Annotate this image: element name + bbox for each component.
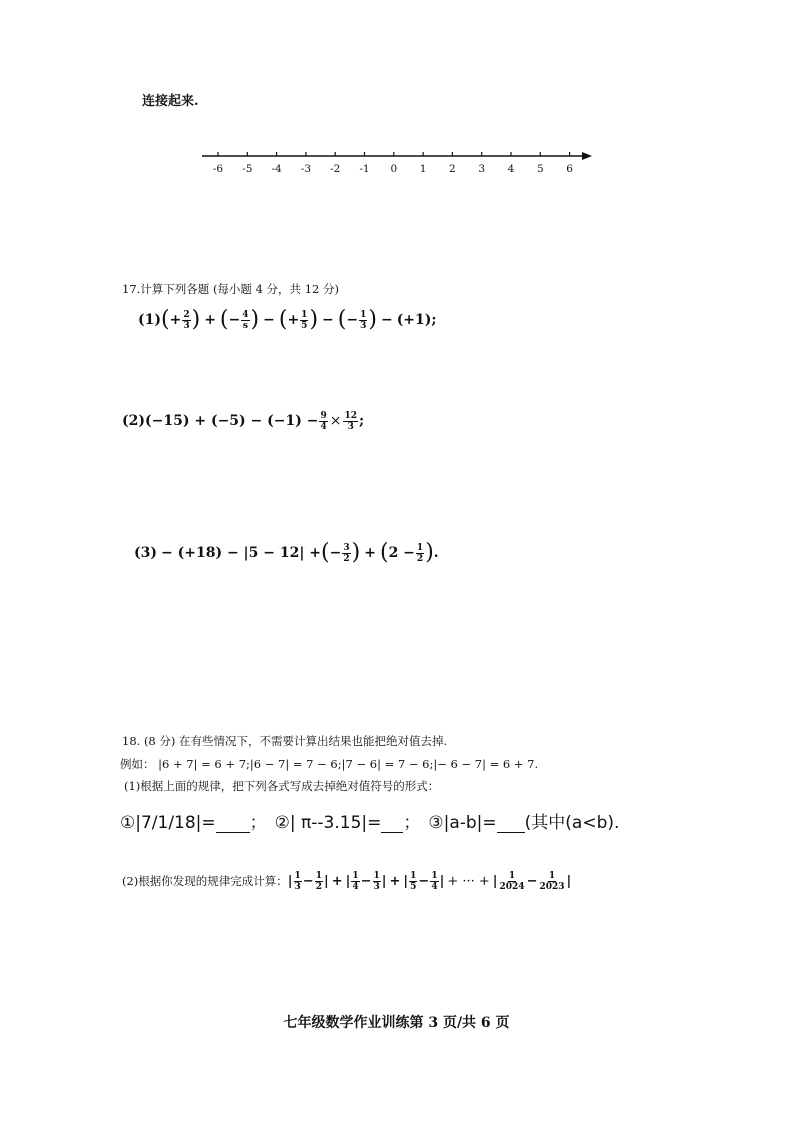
number-line-label: -6: [212, 163, 224, 175]
answer-blank-2[interactable]: [381, 814, 403, 833]
fraction: $\frac{2}{3}$: [183, 309, 190, 331]
answer-blank-1[interactable]: [216, 814, 250, 833]
q17-p3-label: (3): [134, 545, 157, 561]
number-line-label: 0: [390, 163, 398, 175]
q18-title: 18. (8 分) 在有些情况下，不需要计算出结果也能把绝对值去掉.: [122, 734, 448, 748]
q17-problem-1: (1) ( + $\frac{2}{3}$ ) + ( − $\frac{4}{s}$ ) − ( + $\frac{1}{5}$ ) − ( − $\frac{1}{3}$ ) − (+1);: [138, 307, 437, 332]
number-line-label: -2: [330, 163, 341, 175]
answer-blank-3[interactable]: [497, 814, 525, 833]
intro-text: 连接起来.: [142, 94, 199, 109]
number-line-label: 2: [449, 163, 456, 175]
number-line-label: 5: [536, 163, 544, 175]
number-line-label: 3: [478, 163, 486, 175]
q17-p1-label: (1): [138, 312, 161, 328]
fraction: $\frac{4}{s}$: [242, 309, 249, 331]
q17-problem-2: (2) (−15) + (−5) − (−1) − $\frac{9}{4}$ × $\frac{12}{3}$ ;: [122, 410, 365, 432]
fraction: $\frac{1}{5}$: [301, 309, 308, 331]
fraction: $\frac{1}{2}$: [416, 542, 424, 564]
q18-part2-text: (2)根据你发现的规律完成计算：: [122, 874, 288, 888]
q17-title: 17.计算下列各题 (每小题 4 分，共 12 分): [122, 282, 339, 296]
q18-part2: [122, 866, 571, 896]
q18-example: 例如： |6 + 7| = 6 + 7;|6 − 7| = 7 − 6;|7 − 6| = 7 − 6;|− 6 − 7| = 6 + 7.: [120, 757, 539, 771]
number-line-label: 6: [566, 163, 573, 175]
q17-problem-3: (3) − (+18) − |5 − 12| + ( − $\frac{3}{2}$ ) + ( 2 − $\frac{1}{2}$ ) .: [134, 540, 439, 565]
number-line-label: 1: [419, 163, 427, 175]
page-footer: 七年级数学作业训练第 3 页/共 6 页: [283, 1015, 510, 1031]
number-line-label: -5: [242, 163, 253, 175]
number-line-label: -1: [359, 163, 370, 175]
fraction: $\frac{3}{2}$: [343, 542, 350, 564]
number-line-arrow: [582, 152, 592, 160]
fraction: $\frac{1}{3}$: [360, 309, 367, 331]
q18-part1-text: (1)根据上面的规律，把下列各式写成去掉绝对值符号的形式：: [124, 779, 440, 793]
fraction: $\frac{9}{4}$: [320, 410, 327, 432]
fraction: $\frac{12}{3}$: [344, 410, 357, 432]
q18-fill-blanks: ①|7/1/18|= ； ②| π--3.15|= ； ③|a-b|= (其中(a<b).: [120, 813, 620, 833]
number-line-label: -3: [300, 163, 312, 175]
abs-series: | $\frac{1}{3}$ − $\frac{1}{2}$ | + | $\frac{1}{4}$ − $\frac{1}{3}$ | + | $\frac{1}{5}$ − $\frac{1}{4}$ | + ··· + | $\frac{1}{2024}$ − $\frac{1}{2023}$ |: [287, 870, 572, 892]
q17-p2-label: (2): [122, 413, 145, 429]
number-line: [196, 140, 600, 184]
number-line-label: -4: [271, 163, 282, 175]
number-line-label: 4: [507, 163, 515, 175]
